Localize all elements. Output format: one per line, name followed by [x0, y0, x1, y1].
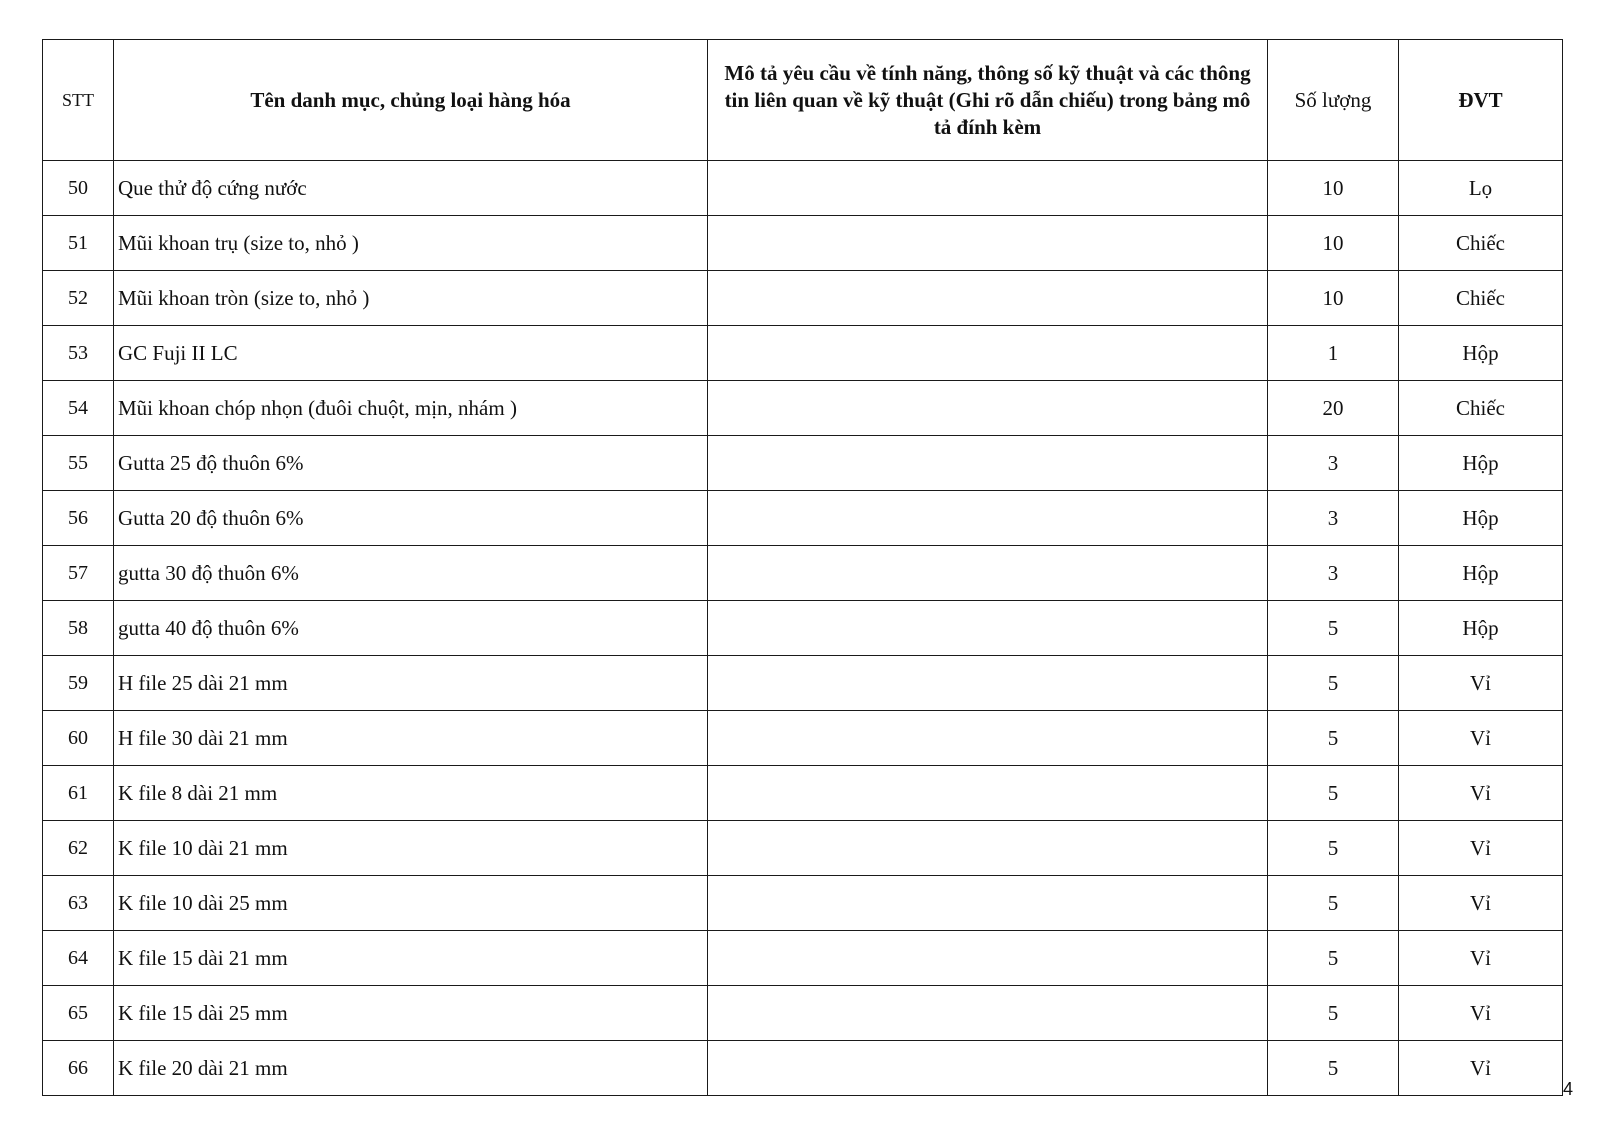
- cell-stt: 52: [43, 271, 114, 326]
- cell-description: [708, 601, 1268, 656]
- cell-quantity: 5: [1268, 656, 1399, 711]
- cell-name: K file 10 dài 21 mm: [114, 821, 708, 876]
- header-name: Tên danh mục, chủng loại hàng hóa: [114, 40, 708, 161]
- cell-description: [708, 766, 1268, 821]
- cell-description: [708, 821, 1268, 876]
- cell-description: [708, 271, 1268, 326]
- cell-quantity: 10: [1268, 216, 1399, 271]
- header-unit: ĐVT: [1399, 40, 1563, 161]
- table-row: [43, 216, 1563, 271]
- cell-unit: Vỉ: [1399, 986, 1563, 1041]
- cell-name: Que thử độ cứng nước: [114, 161, 708, 216]
- cell-quantity: 5: [1268, 711, 1399, 766]
- table-row: [43, 271, 1563, 326]
- cell-quantity: 5: [1268, 821, 1399, 876]
- cell-unit: Chiếc: [1399, 271, 1563, 326]
- cell-name: Mũi khoan trụ (size to, nhỏ ): [114, 216, 708, 271]
- cell-unit: Hộp: [1399, 326, 1563, 381]
- table-row: [43, 986, 1563, 1041]
- cell-quantity: 3: [1268, 546, 1399, 601]
- table-row: [43, 931, 1563, 986]
- cell-name: Gutta 20 độ thuôn 6%: [114, 491, 708, 546]
- header-stt: STT: [43, 40, 114, 161]
- cell-quantity: 3: [1268, 436, 1399, 491]
- cell-quantity: 1: [1268, 326, 1399, 381]
- table-row: [43, 821, 1563, 876]
- page-number: 4: [1563, 1079, 1574, 1099]
- cell-quantity: 5: [1268, 931, 1399, 986]
- cell-quantity: 10: [1268, 271, 1399, 326]
- cell-name: gutta 30 độ thuôn 6%: [114, 546, 708, 601]
- cell-description: [708, 326, 1268, 381]
- cell-stt: 50: [43, 161, 114, 216]
- goods-table: [42, 39, 1563, 1096]
- cell-stt: 51: [43, 216, 114, 271]
- cell-unit: Vỉ: [1399, 821, 1563, 876]
- cell-description: [708, 1041, 1268, 1096]
- cell-name: K file 15 dài 21 mm: [114, 931, 708, 986]
- table-row: [43, 711, 1563, 766]
- cell-unit: Lọ: [1399, 161, 1563, 216]
- cell-unit: Vỉ: [1399, 711, 1563, 766]
- cell-quantity: 5: [1268, 986, 1399, 1041]
- cell-quantity: 10: [1268, 161, 1399, 216]
- cell-quantity: 5: [1268, 766, 1399, 821]
- cell-unit: Vỉ: [1399, 1041, 1563, 1096]
- cell-unit: Vỉ: [1399, 876, 1563, 931]
- cell-description: [708, 656, 1268, 711]
- table-row: [43, 766, 1563, 821]
- cell-description: [708, 546, 1268, 601]
- cell-stt: 64: [43, 931, 114, 986]
- cell-description: [708, 161, 1268, 216]
- cell-name: gutta 40 độ thuôn 6%: [114, 601, 708, 656]
- cell-unit: Chiếc: [1399, 216, 1563, 271]
- table-row: [43, 326, 1563, 381]
- header-description: Mô tả yêu cầu về tính năng, thông số kỹ thuật và các thông tin liên quan về kỹ thuật (Ghi rõ dẫn chiếu) trong bảng mô tả đính kèm: [708, 40, 1268, 161]
- table-row: [43, 436, 1563, 491]
- cell-description: [708, 436, 1268, 491]
- cell-name: GC Fuji II LC: [114, 326, 708, 381]
- cell-quantity: 20: [1268, 381, 1399, 436]
- cell-stt: 56: [43, 491, 114, 546]
- cell-description: [708, 381, 1268, 436]
- cell-stt: 63: [43, 876, 114, 931]
- header-row: [43, 40, 1563, 161]
- cell-stt: 60: [43, 711, 114, 766]
- cell-stt: 58: [43, 601, 114, 656]
- cell-stt: 54: [43, 381, 114, 436]
- header-quantity: Số lượng: [1268, 40, 1399, 161]
- cell-quantity: 3: [1268, 491, 1399, 546]
- cell-description: [708, 711, 1268, 766]
- cell-stt: 66: [43, 1041, 114, 1096]
- cell-description: [708, 931, 1268, 986]
- cell-name: H file 25 dài 21 mm: [114, 656, 708, 711]
- cell-unit: Vỉ: [1399, 766, 1563, 821]
- cell-name: Mũi khoan tròn (size to, nhỏ ): [114, 271, 708, 326]
- table-row: [43, 876, 1563, 931]
- cell-stt: 59: [43, 656, 114, 711]
- cell-quantity: 5: [1268, 1041, 1399, 1096]
- cell-unit: Hộp: [1399, 546, 1563, 601]
- cell-stt: 57: [43, 546, 114, 601]
- cell-quantity: 5: [1268, 601, 1399, 656]
- cell-stt: 61: [43, 766, 114, 821]
- cell-unit: Vỉ: [1399, 656, 1563, 711]
- table-row: [43, 546, 1563, 601]
- cell-stt: 55: [43, 436, 114, 491]
- cell-name: K file 20 dài 21 mm: [114, 1041, 708, 1096]
- cell-name: Gutta 25 độ thuôn 6%: [114, 436, 708, 491]
- cell-description: [708, 876, 1268, 931]
- cell-name: H file 30 dài 21 mm: [114, 711, 708, 766]
- cell-description: [708, 216, 1268, 271]
- cell-unit: Vỉ: [1399, 931, 1563, 986]
- cell-stt: 62: [43, 821, 114, 876]
- cell-quantity: 5: [1268, 876, 1399, 931]
- cell-description: [708, 986, 1268, 1041]
- cell-name: K file 10 dài 25 mm: [114, 876, 708, 931]
- cell-stt: 65: [43, 986, 114, 1041]
- cell-description: [708, 491, 1268, 546]
- cell-name: Mũi khoan chóp nhọn (đuôi chuột, mịn, nhám ): [114, 381, 708, 436]
- table-row: [43, 601, 1563, 656]
- cell-name: K file 15 dài 25 mm: [114, 986, 708, 1041]
- table-row: [43, 491, 1563, 546]
- cell-unit: Hộp: [1399, 491, 1563, 546]
- table-row: [43, 161, 1563, 216]
- table-row: [43, 381, 1563, 436]
- cell-unit: Chiếc: [1399, 381, 1563, 436]
- table-row: [43, 656, 1563, 711]
- cell-name: K file 8 dài 21 mm: [114, 766, 708, 821]
- cell-stt: 53: [43, 326, 114, 381]
- cell-unit: Hộp: [1399, 436, 1563, 491]
- table-row: [43, 1041, 1563, 1096]
- cell-unit: Hộp: [1399, 601, 1563, 656]
